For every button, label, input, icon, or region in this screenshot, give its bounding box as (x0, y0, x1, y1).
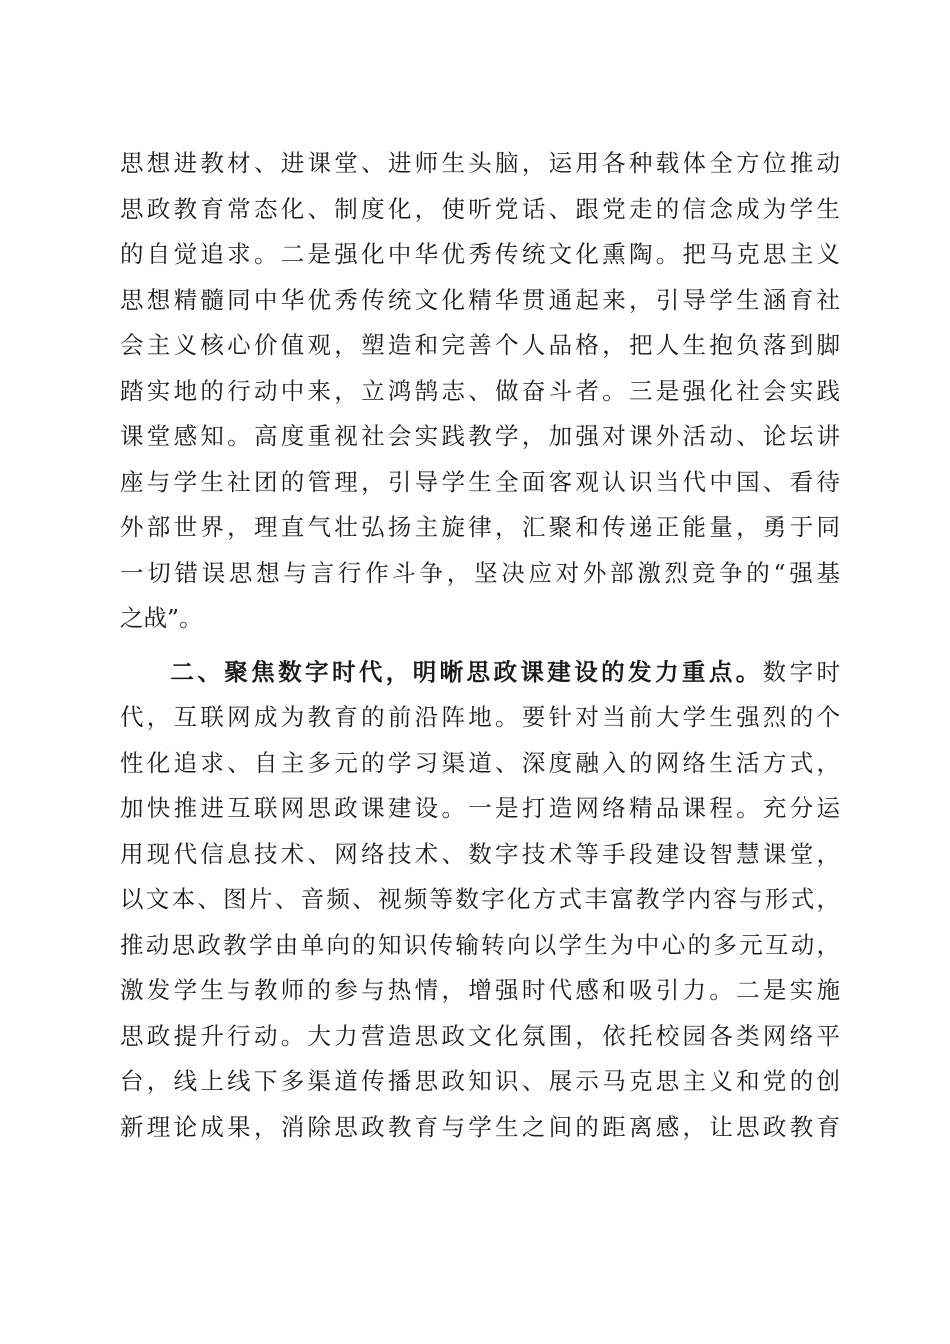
paragraph-1-line: 外部世界，理直气壮弘扬主旋律，汇聚和传递正能量，勇于同 (120, 513, 840, 541)
paragraph-1-line: 思想精髓同中华优秀传统文化精华贯通起来，引导学生涵育社 (120, 285, 840, 314)
paragraph-1-line: 之战”。 (120, 604, 203, 632)
paragraph-1-line: 思想进教材、进课堂、进师生头脑，运用各种载体全方位推动 (120, 149, 840, 177)
paragraph-2-line: 性化追求、自主多元的学习渠道、深度融入的网络生活方式， (120, 748, 840, 777)
paragraph-2-line: 激发学生与教师的参与热情，增强时代感和吸引力。二是实施 (120, 976, 840, 1004)
paragraph-2-line: 推动思政教学由单向的知识传输转向以学生为中心的多元互动， (120, 930, 840, 959)
paragraph-gap (120, 642, 840, 650)
paragraph-2-line: 用现代信息技术、网络技术、数字技术等手段建设智慧课堂， (120, 839, 840, 868)
paragraph-1-line: 思政教育常态化、制度化，使听党话、跟党走的信念成为学生 (120, 194, 840, 223)
paragraph-1-line: 踏实地的行动中来，立鸿鹄志、做奋斗者。三是强化社会实践 (120, 376, 840, 405)
paragraph-1-line: 会主义核心价值观，塑造和完善个人品格，把人生抱负落到脚 (120, 331, 840, 359)
paragraph-2 (120, 650, 840, 1151)
paragraph-1 (120, 141, 840, 642)
paragraph-2-line: 思政提升行动。大力营造思政文化氛围，依托校园各类网络平 (120, 1021, 840, 1050)
section-heading: 二、聚焦数字时代，明晰思政课建设的发力重点。 (167, 657, 763, 686)
paragraph-1-line: 座与学生社团的管理，引导学生全面客观认识当代中国、看待 (120, 467, 840, 496)
document-body (120, 141, 840, 1150)
section-heading-continuation: 数字时 (762, 657, 841, 686)
paragraph-2-line: 加快推进互联网思政课建设。一是打造网络精品课程。充分运 (120, 794, 840, 822)
paragraph-1-line: 课堂感知。高度重视社会实践教学，加强对课外活动、论坛讲 (120, 422, 840, 450)
paragraph-2-line: 台，线上线下多渠道传播思政知识、展示马克思主义和党的创 (120, 1067, 840, 1095)
paragraph-2-line: 新理论成果，消除思政教育与学生之间的距离感，让思政教育 (120, 1112, 840, 1141)
paragraph-2-line: 代，互联网成为教育的前沿阵地。要针对当前大学生强烈的个 (120, 703, 840, 731)
paragraph-2-line: 以文本、图片、音频、视频等数字化方式丰富教学内容与形式， (120, 885, 840, 913)
paragraph-1-line: 的自觉追求。二是强化中华优秀传统文化熏陶。把马克思主义 (120, 240, 840, 268)
paragraph-2-first-line (120, 650, 840, 696)
paragraph-1-line: 一切错误思想与言行作斗争，坚决应对外部激烈竞争的“强基 (120, 558, 840, 587)
